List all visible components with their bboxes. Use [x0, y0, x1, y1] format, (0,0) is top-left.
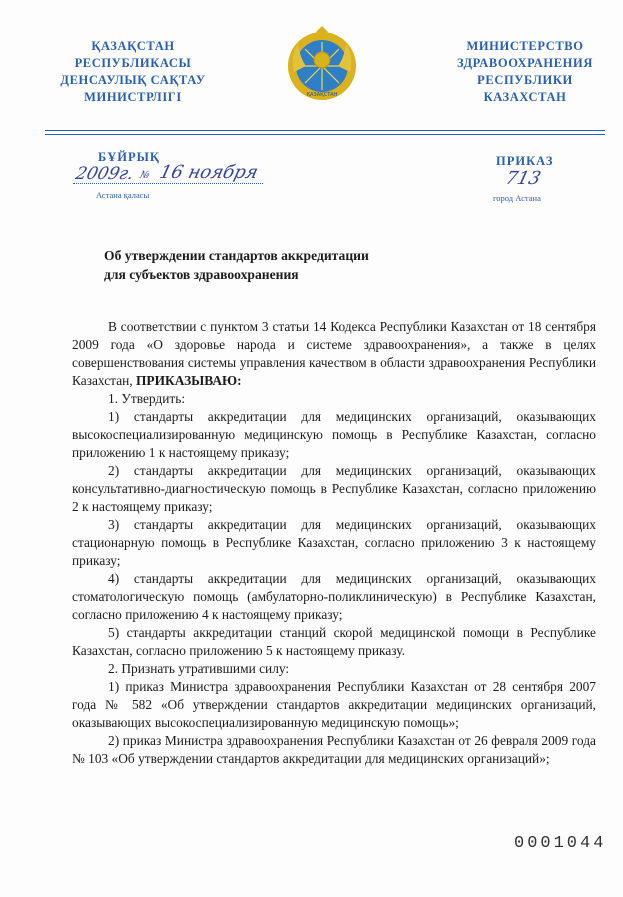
city-kazakh: Астана қаласы	[96, 190, 150, 200]
header-ru-line: ЗДРАВООХРАНЕНИЯ	[457, 56, 593, 70]
paragraph: 3) стандарты аккредитации для медицинских организаций, оказывающих стационарную помощь в Республике Казахстан, согласно приложению 3 к настоящему приказу;	[72, 517, 596, 568]
handwritten-number-sign: №	[138, 170, 151, 181]
header-kz-line: РЕСПУБЛИКАСЫ	[74, 56, 192, 70]
handwritten-date: 16 ноября	[157, 162, 261, 183]
header-russian	[450, 38, 600, 106]
header-divider	[45, 130, 605, 131]
handwritten-order-number: 713	[503, 168, 543, 189]
emblem-text: ҚАЗАҚСТАН	[306, 92, 338, 98]
paragraph: 2) стандарты аккредитации для медицинских организаций, оказывающих консультативно-диагностическую помощь в Республике Казахстан, согласно приложению 2 к настоящему приказу;	[72, 463, 596, 514]
title-line: Об утверждении стандартов аккредитации	[104, 248, 369, 263]
paragraph: 4) стандарты аккредитации для медицинских организаций, оказывающих стоматологическую помощь (амбулаторно-поликлиническую) в Республике Казахстан, согласно приложению 4 к настоящему приказу;	[72, 571, 596, 622]
title-line: для субъектов здравоохранения	[104, 267, 299, 282]
handwritten-year: 2009г.	[73, 164, 136, 184]
header-ru-line: РЕСПУБЛИКИ	[477, 73, 573, 87]
order-label-russian: ПРИКАЗ	[496, 154, 554, 168]
header-divider-thin	[45, 134, 605, 135]
paragraph: 1. Утвердить:	[108, 391, 186, 406]
header-kz-line: ДЕНСАУЛЫҚ САҚТАУ	[60, 73, 206, 87]
city-russian: город Астана	[493, 193, 541, 203]
paragraph: 1) стандарты аккредитации для медицинских организаций, оказывающих высокоспециализированную медицинскую помощь в Республике Казахстан, согласно приложению 1 к настоящему приказу;	[72, 409, 596, 460]
header-kz-line: ҚАЗАҚСТАН	[91, 39, 175, 53]
document-title	[104, 246, 369, 284]
header-kz-line: МИНИСТРЛІГІ	[84, 90, 182, 104]
paragraph: 2. Признать утратившими силу:	[108, 661, 290, 676]
paragraph-preamble: В соответствии с пунктом 3 статьи 14 Кодекса Республики Казахстан от 18 сентября 2009 года «О здоровье народа и системе здравоохранения», а также в целях совершенствования системы управления качеством в области здравоохранения Республики Казахстан, ПРИКАЗЫВАЮ:	[72, 319, 596, 388]
paragraph: 1) приказ Министра здравоохранения Республики Казахстан от 28 сентября 2007 года № 582 «Об утверждении стандартов аккредитации медицинских организаций, оказывающих высокоспециализированную медицинскую помощь»;	[72, 679, 596, 730]
document-body	[72, 318, 596, 768]
header-ru-line: КАЗАХСТАН	[483, 90, 567, 104]
header-kazakh	[58, 38, 208, 106]
paragraph: 5) стандарты аккредитации станций скорой медицинской помощи в Республике Казахстан, согласно приложению 5 к настоящему приказу.	[72, 625, 596, 658]
paragraph: 2) приказ Министра здравоохранения Республики Казахстан от 26 февраля 2009 года № 103 «Об утверждении стандартов аккредитации для медицинских организаций»;	[72, 733, 596, 766]
order-keyword: ПРИКАЗЫВАЮ:	[136, 373, 242, 388]
state-emblem-icon	[286, 26, 358, 106]
order-label-kazakh: БҰЙРЫҚ	[98, 150, 160, 164]
header-ru-line: МИНИСТЕРСТВО	[466, 39, 584, 53]
serial-number: 0001044	[514, 834, 607, 853]
